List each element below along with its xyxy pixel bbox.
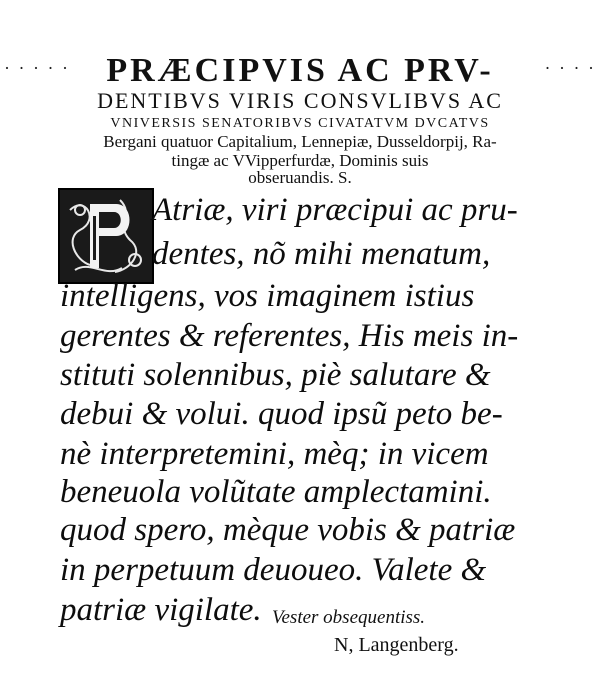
body-line-1: Atriæ, viri præcipui ac pru-: [152, 192, 518, 228]
decorated-initial-p-icon: [58, 188, 154, 284]
body-line-9: quod spero, mèque vobis & patriæ: [60, 512, 516, 548]
body-line-4: gerentes & referentes, His meis in-: [60, 318, 519, 354]
title-line-2: DENTIBVS VIRIS CONSVLIBVS AC: [97, 88, 503, 113]
title-line-1: PRÆCIPVIS AC PRV-: [106, 52, 494, 89]
body-line-8: beneuola volũtate amplectamini.: [60, 474, 492, 510]
body-line-10: in perpetuum deuoueo. Valete &: [60, 552, 487, 588]
body-line-6: debui & volui. quod ipsũ peto be-: [60, 396, 503, 432]
body-line-3: intelligens, vos imaginem istius: [60, 278, 475, 314]
body-line-5: stituti solennibus, piè salutare &: [60, 357, 491, 393]
title-line-6: obseruandis. S.: [248, 168, 352, 187]
ornament-dots-left: · · · · ·: [4, 58, 70, 78]
title-line-5: tingæ ac VVipperfurdæ, Dominis suis: [171, 151, 429, 170]
ornament-dots-right: · · · ·: [544, 58, 596, 78]
title-line-4: Bergani quatuor Capitalium, Lennepiæ, Dusseldorpij, Ra-: [103, 132, 497, 151]
body-line-11: patriæ vigilate.: [60, 592, 262, 628]
body-line-7: nè interpretemini, mèq; in vicem: [60, 436, 489, 472]
title-line-3: VNIVERSIS SENATORIBVS CIVATATVM DVCATVS: [110, 116, 490, 131]
body-line-2: dentes, nõ mihi menatum,: [152, 236, 491, 272]
signature-closing: Vester obsequentiss.: [272, 607, 426, 628]
signature-name: N, Langenberg.: [334, 634, 459, 656]
